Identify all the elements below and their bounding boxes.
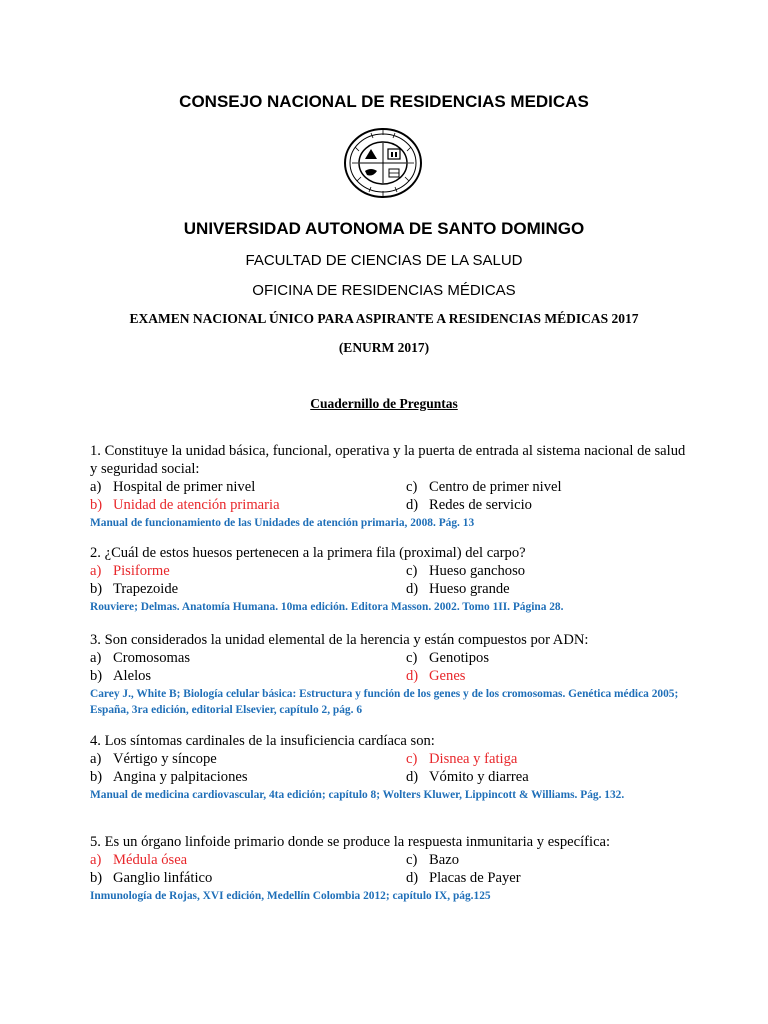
office-title: OFICINA DE RESIDENCIAS MÉDICAS bbox=[252, 282, 516, 299]
option-a: a) Vértigo y síncope bbox=[90, 751, 217, 767]
question-1 bbox=[90, 442, 690, 531]
option-b-correct: b) Unidad de atención primaria bbox=[90, 497, 280, 513]
university-seal-icon bbox=[343, 127, 423, 199]
question-stem: 5. Es un órgano linfoide primario donde se produce la respuesta inmunitaria y específica: bbox=[90, 834, 611, 850]
question-2 bbox=[90, 544, 690, 615]
option-b: b) Trapezoide bbox=[90, 581, 179, 597]
exam-title: EXAMEN NACIONAL ÚNICO PARA ASPIRANTE A RESIDENCIAS MÉDICAS 2017 bbox=[129, 311, 639, 326]
question-reference: Carey J., White B; Biología celular básica: Estructura y función de los genes y de los cromosomas. Genética médica 2005; España, 3ra edición, editorial Elsevier, capítulo 2, pág. 6 bbox=[90, 688, 679, 716]
option-d: d) Redes de servicio bbox=[406, 497, 532, 513]
question-stem: 2. ¿Cuál de estos huesos pertenecen a la primera fila (proximal) del carpo? bbox=[90, 545, 526, 561]
question-reference: Manual de medicina cardiovascular, 4ta edición; capítulo 8; Wolters Kluwer, Lippincott & Williams. Pág. 132. bbox=[90, 789, 625, 801]
option-b: b) Ganglio linfático bbox=[90, 870, 213, 886]
option-c: c) Bazo bbox=[406, 852, 459, 868]
option-d-correct: d) Genes bbox=[406, 668, 466, 684]
question-stem: 1. Constituye la unidad básica, funcional, operativa y la puerta de entrada al sistema nacional de salud y seguridad social: bbox=[90, 443, 686, 477]
question-5 bbox=[90, 833, 690, 904]
option-d: d) Hueso grande bbox=[406, 581, 510, 597]
university-title: UNIVERSIDAD AUTONOMA DE SANTO DOMINGO bbox=[183, 219, 585, 238]
option-c: c) Hueso ganchoso bbox=[406, 563, 526, 579]
option-a-correct: a) Pisiforme bbox=[90, 563, 170, 579]
option-a: a) Hospital de primer nivel bbox=[90, 479, 256, 495]
question-reference: Inmunología de Rojas, XVI edición, Medellín Colombia 2012; capítulo IX, pág.125 bbox=[90, 890, 491, 902]
question-reference: Manual de funcionamiento de las Unidades de atención primaria, 2008. Pág. 13 bbox=[90, 517, 475, 529]
question-reference: Rouviere; Delmas. Anatomía Humana. 10ma edición. Editora Masson. 2002. Tomo 1II. Página 28. bbox=[90, 601, 564, 613]
option-b: b) Angina y palpitaciones bbox=[90, 769, 248, 785]
option-a-correct: a) Médula ósea bbox=[90, 852, 188, 868]
option-b: b) Alelos bbox=[90, 668, 152, 684]
council-title: CONSEJO NACIONAL DE RESIDENCIAS MEDICAS bbox=[179, 92, 589, 111]
option-d: d) Vómito y diarrea bbox=[406, 769, 529, 785]
option-c: c) Centro de primer nivel bbox=[406, 479, 562, 495]
question-stem: 3. Son considerados la unidad elemental de la herencia y están compuestos por ADN: bbox=[90, 632, 589, 648]
question-3 bbox=[90, 631, 690, 718]
option-a: a) Cromosomas bbox=[90, 650, 191, 666]
option-d: d) Placas de Payer bbox=[406, 870, 521, 886]
question-4 bbox=[90, 732, 690, 803]
booklet-title: Cuadernillo de Preguntas bbox=[310, 396, 458, 411]
faculty-title: FACULTAD DE CIENCIAS DE LA SALUD bbox=[245, 252, 523, 269]
option-c: c) Genotipos bbox=[406, 650, 489, 666]
option-c-correct: c) Disnea y fatiga bbox=[406, 751, 518, 767]
exam-code: (ENURM 2017) bbox=[338, 340, 430, 355]
question-stem: 4. Los síntomas cardinales de la insuficiencia cardíaca son: bbox=[90, 733, 435, 749]
